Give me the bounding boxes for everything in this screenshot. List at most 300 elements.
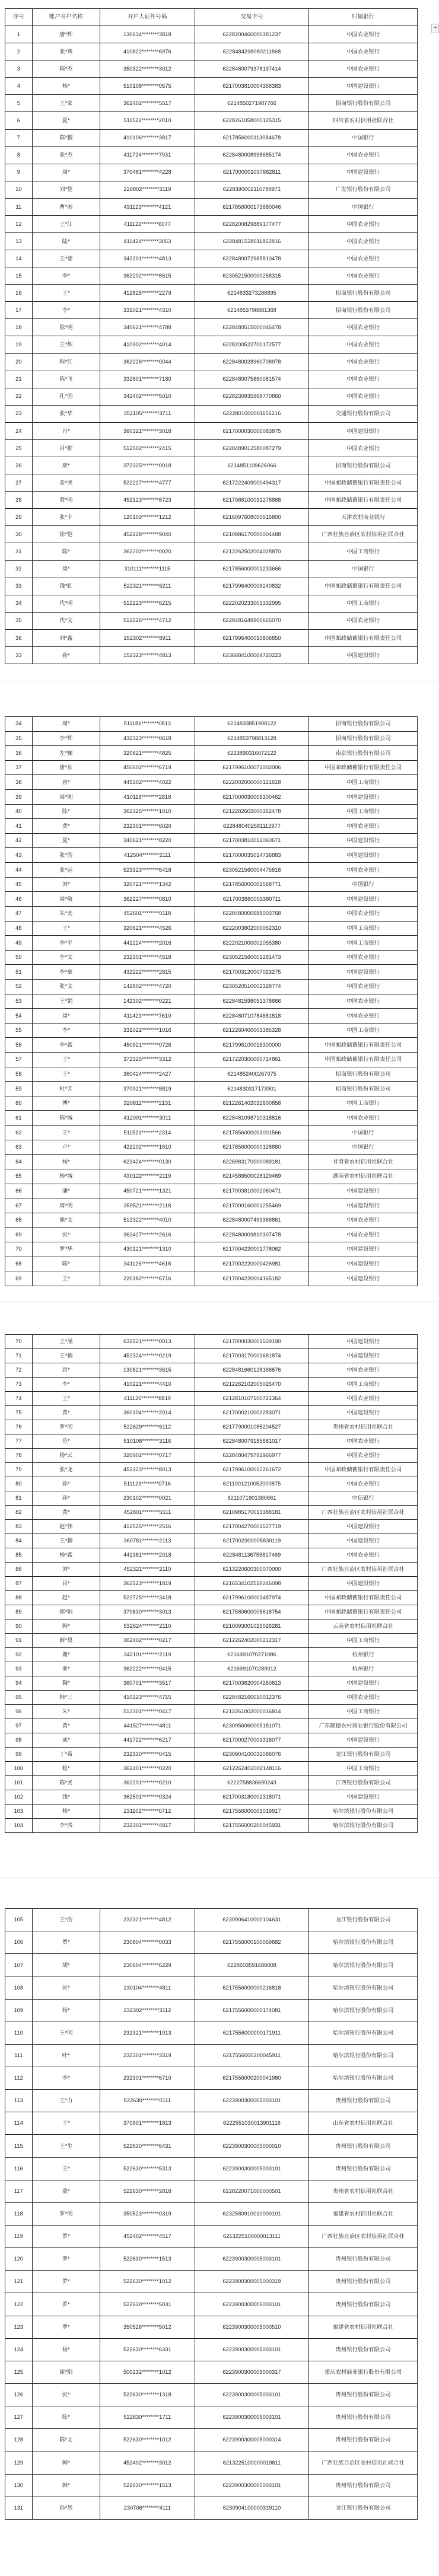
table-row <box>5 2383 418 2406</box>
card-cell: 6217003180002318071 <box>195 1790 309 1805</box>
seq-cell: 3 <box>5 60 33 78</box>
card-cell: 6212262402000212317 <box>195 1634 309 1648</box>
bank-cell: 南京银行股份有限公司 <box>309 746 418 761</box>
card-cell: 6216097608000515800 <box>195 509 309 526</box>
id-cell: 522629********6112 <box>100 1420 195 1434</box>
name-cell: 周* <box>32 1009 100 1024</box>
name-cell: 秦* <box>32 1662 100 1676</box>
id-cell: 232301********6710 <box>100 2067 195 2089</box>
seq-cell: 26 <box>5 457 33 474</box>
name-cell: 刘* <box>32 877 100 892</box>
seq-cell: 75 <box>5 1406 33 1420</box>
bank-cell: 甘肃省农村信用社联合社 <box>309 1155 418 1169</box>
seq-cell: 121 <box>5 2271 33 2293</box>
bank-cell: 交通银行股份有限公司 <box>309 405 418 422</box>
seq-cell: 114 <box>5 2112 33 2135</box>
name-cell: 李* <box>32 1378 100 1392</box>
card-cell: 6217556000000174081 <box>195 1999 309 2022</box>
id-cell: 231102********0712 <box>100 1805 195 1819</box>
bank-cell: 中国建设银行 <box>309 646 418 664</box>
card-cell: 6228481649900665070 <box>195 612 309 629</box>
bank-cell: 中国农业银行 <box>309 146 418 164</box>
id-cell: 412825********2279 <box>100 285 195 302</box>
card-cell: 6217996100012261672 <box>195 1463 309 1477</box>
id-cell: 522630********1012 <box>100 2271 195 2293</box>
table-row <box>5 2429 418 2451</box>
card-cell: 6212261402032600858 <box>195 1096 309 1111</box>
name-cell: 李* <box>32 302 100 319</box>
table-row <box>5 731 418 746</box>
bank-cell: 中国工商银行 <box>309 936 418 951</box>
name-cell: 胡* <box>32 1954 100 1976</box>
bank-cell: 中国工商银行 <box>309 921 418 936</box>
name-cell: 周*明 <box>32 1198 100 1213</box>
bank-cell: 贵州银行股份有限公司 <box>309 2429 418 2451</box>
name-cell: 薛*晨 <box>32 1634 100 1648</box>
table-row <box>5 2022 418 2044</box>
card-cell: 6217790001085204527 <box>195 1420 309 1434</box>
id-cell: 230804********0033 <box>100 1931 195 1954</box>
bank-cell: 龙江银行股份有限公司 <box>309 1748 418 1762</box>
bank-cell: 中国工商银行 <box>309 1023 418 1038</box>
card-cell: 6228482160010012376 <box>195 1691 309 1705</box>
id-cell: 441527********4811 <box>100 1719 195 1733</box>
name-cell: 夏* <box>32 833 100 848</box>
bank-cell: 福建省农村信用社联合社 <box>309 2316 418 2338</box>
id-cell: 362202********0020 <box>100 543 195 560</box>
seq-cell: 27 <box>5 474 33 492</box>
card-cell: 6222002000000121618 <box>195 775 309 790</box>
id-cell: 510108********3116 <box>100 1434 195 1449</box>
table-row <box>5 2044 418 2067</box>
table-row <box>5 994 418 1009</box>
table-row <box>5 1228 418 1242</box>
id-cell: 220182********6716 <box>100 1271 195 1286</box>
bank-cell: 中国农业银行 <box>309 250 418 267</box>
name-cell: 王* <box>32 2157 100 2180</box>
seq-cell: 111 <box>5 2044 33 2067</box>
card-cell: 6217856000001233666 <box>195 560 309 578</box>
bank-cell: 中国工商银行 <box>309 1378 418 1392</box>
id-cell: 522630********0111 <box>100 2090 195 2112</box>
table-row <box>5 1819 418 1833</box>
card-cell: 6213220600300070000 <box>195 1563 309 1577</box>
id-cell: 350523********0319 <box>100 2202 195 2225</box>
table-row <box>5 819 418 834</box>
id-cell: 410118********2818 <box>100 790 195 805</box>
card-cell: 6217556000000216818 <box>195 1976 309 1999</box>
seq-cell: 29 <box>5 509 33 526</box>
seq-cell: 68 <box>5 1257 33 1271</box>
table-row <box>5 1790 418 1805</box>
table-row <box>5 1619 418 1634</box>
table-row <box>5 422 418 439</box>
seq-cell: 16 <box>5 285 33 302</box>
card-cell: 6217003170003681874 <box>195 1349 309 1363</box>
card-cell: 6228481660128168676 <box>195 1363 309 1378</box>
name-cell: 唐* <box>32 775 100 790</box>
name-cell: 孙* <box>32 1491 100 1506</box>
table-row <box>5 1520 418 1534</box>
id-cell: 452228********9040 <box>100 526 195 543</box>
bank-cell: 广西壮族自治区农村信用社联合社 <box>309 2225 418 2247</box>
bank-cell: 中国银行 <box>309 129 418 146</box>
id-cell: 370481********4228 <box>100 164 195 181</box>
seq-cell: 44 <box>5 863 33 878</box>
name-cell: 黄* <box>32 1719 100 1733</box>
plus-icon[interactable]: + <box>431 24 439 33</box>
name-cell: 张* <box>32 1228 100 1242</box>
account-table <box>5 716 418 1286</box>
seq-cell: 76 <box>5 1420 33 1434</box>
card-cell: 6214586500028129469 <box>195 1169 309 1184</box>
name-cell: 肖* <box>32 422 100 439</box>
bank-cell: 中国邮政储蓄银行有限责任公司 <box>309 578 418 595</box>
table-row <box>5 560 418 578</box>
name-cell: 夏* <box>32 112 100 129</box>
table-row <box>5 1999 418 2022</box>
id-cell: 362325********1010 <box>100 804 195 819</box>
card-cell: 6217000160001255469 <box>195 1198 309 1213</box>
card-cell: 6228480075860081574 <box>195 371 309 388</box>
id-cell: 372325********3312 <box>100 1053 195 1067</box>
name-cell: 王* <box>32 921 100 936</box>
bank-cell: 中国建设银行 <box>309 790 418 805</box>
seq-cell: 61 <box>5 1111 33 1126</box>
seq-cell: 68 <box>5 1213 33 1228</box>
seq-cell: 7 <box>5 129 33 146</box>
seq-cell: 1 <box>5 26 33 43</box>
seq-cell: 104 <box>5 1819 33 1833</box>
bank-cell: 中国建设银行 <box>309 848 418 863</box>
name-cell: 李*豪 <box>32 965 100 980</box>
id-cell: 452323********8013 <box>100 1463 195 1477</box>
seq-cell: 129 <box>5 2451 33 2474</box>
name-cell: 吕*彬 <box>32 439 100 457</box>
bank-cell: 中国农业银行 <box>309 336 418 353</box>
card-cell: 6228481136759817469 <box>195 1548 309 1563</box>
seq-cell: 43 <box>5 848 33 863</box>
name-cell: 贾* <box>32 1931 100 1954</box>
table-row <box>5 717 418 732</box>
header-name: 账户开户名称 <box>32 9 100 26</box>
table-row <box>5 353 418 371</box>
bank-cell: 广发银行股份有限公司 <box>309 181 418 198</box>
card-cell: 6222801000001156216 <box>195 405 309 422</box>
table-row <box>5 181 418 198</box>
id-cell: 230604********6229 <box>100 1954 195 1976</box>
seq-cell: 97 <box>5 1719 33 1733</box>
bank-cell: 哈尔滨银行股份有限公司 <box>309 1819 418 1833</box>
card-cell: 6217003810004358383 <box>195 78 309 95</box>
seq-cell: 32 <box>5 560 33 578</box>
name-cell: 张*浩 <box>32 848 100 863</box>
table-row <box>5 1349 418 1363</box>
name-cell: 王*涵 <box>32 1335 100 1349</box>
id-cell: 320621********4526 <box>100 921 195 936</box>
table-row <box>5 1449 418 1463</box>
table-row <box>5 2361 418 2383</box>
table-row <box>5 1719 418 1733</box>
seq-cell: 102 <box>5 1790 33 1805</box>
id-cell: 342402********5010 <box>100 388 195 405</box>
seq-cell: 122 <box>5 2293 33 2316</box>
account-table <box>5 1908 418 2520</box>
bank-cell: 中国农业银行 <box>309 1691 418 1705</box>
table-row <box>5 1053 418 1067</box>
id-cell: 632521********0013 <box>100 1335 195 1349</box>
seq-cell: 96 <box>5 1705 33 1719</box>
name-cell: 黄*明 <box>32 492 100 509</box>
card-cell: 6214851109626066 <box>195 457 309 474</box>
table-row <box>5 1213 418 1228</box>
name-cell: 罗*明 <box>32 2202 100 2225</box>
table-row <box>5 2497 418 2519</box>
id-cell: 350322********3012 <box>100 60 195 78</box>
seq-cell: 15 <box>5 267 33 285</box>
table-row <box>5 2180 418 2202</box>
id-cell: 622424********0130 <box>100 1155 195 1169</box>
table-row <box>5 198 418 215</box>
card-cell: 6217000030000083875 <box>195 422 309 439</box>
table-row <box>5 302 418 319</box>
bank-cell: 中国农业银行 <box>309 267 418 285</box>
table-row <box>5 1420 418 1434</box>
card-cell: 6212262402002148116 <box>195 1762 309 1776</box>
card-cell: 6228390002110788971 <box>195 181 309 198</box>
bank-cell: 中国工商银行 <box>309 1096 418 1111</box>
table-row <box>5 26 418 43</box>
seq-cell: 58 <box>5 1067 33 1082</box>
card-cell: 6228484298080211868 <box>195 43 309 60</box>
table-row <box>5 1111 418 1126</box>
card-cell: 6228480515000046478 <box>195 319 309 336</box>
table-row <box>5 492 418 509</box>
card-cell: 6216534102519246098 <box>195 1577 309 1591</box>
table-header <box>5 9 418 26</box>
name-cell: 王* <box>32 1271 100 1286</box>
seq-cell: 11 <box>5 198 33 215</box>
name-cell: 王* <box>32 1126 100 1140</box>
id-cell: 362401********0220 <box>100 1762 195 1776</box>
bank-cell: 中国邮政储蓄银行有限责任公司 <box>309 492 418 509</box>
id-cell: 431123********4121 <box>100 198 195 215</box>
card-cell: 6217002220000426981 <box>195 1257 309 1271</box>
id-cell: 331021********4310 <box>100 302 195 319</box>
name-cell: 张*华 <box>32 405 100 422</box>
id-cell: 512226********4712 <box>100 612 195 629</box>
card-cell: 6214852400267075 <box>195 1067 309 1082</box>
table-row <box>5 2225 418 2247</box>
card-cell: 6214853798881368 <box>195 302 309 319</box>
name-cell: 王*江 <box>32 215 100 232</box>
bank-cell: 中国建设银行 <box>309 1242 418 1257</box>
seq-cell: 92 <box>5 1648 33 1662</box>
table-row <box>5 1491 418 1506</box>
id-cell: 360701********3517 <box>100 1676 195 1691</box>
card-cell: 6217556000100059682 <box>195 1931 309 1954</box>
table-row <box>5 1126 418 1140</box>
name-cell: 熊*文 <box>32 1213 100 1228</box>
seq-cell: 65 <box>5 1169 33 1184</box>
seq-cell: 78 <box>5 1449 33 1463</box>
bank-cell: 杭州银行 <box>309 1648 418 1662</box>
seq-cell: 34 <box>5 717 33 732</box>
card-cell: 6223900300005000314 <box>195 2429 309 2451</box>
card-cell: 6222758836690243 <box>195 1776 309 1790</box>
table-row <box>5 439 418 457</box>
table-row <box>5 578 418 595</box>
bank-cell: 中国农业银行 <box>309 612 418 629</box>
seq-cell: 19 <box>5 336 33 353</box>
bank-cell: 中国建设银行 <box>309 1406 418 1420</box>
name-cell: 黄* <box>32 1506 100 1520</box>
card-cell: 6214833851908122 <box>195 717 309 732</box>
table-row <box>5 1548 418 1563</box>
bank-cell: 中国银行 <box>309 1126 418 1140</box>
card-cell: 6223900300005003101 <box>195 2090 309 2112</box>
table-row <box>5 848 418 863</box>
bank-cell: 贵州银行股份有限公司 <box>309 2090 418 2112</box>
id-cell: 532624********2110 <box>100 1619 195 1634</box>
name-cell: 王*楠 <box>32 1349 100 1363</box>
card-cell: 6228480009810307478 <box>195 1228 309 1242</box>
seq-cell: 24 <box>5 422 33 439</box>
table-row <box>5 1082 418 1096</box>
id-cell: 230102********0021 <box>100 1491 195 1506</box>
id-cell: 320621********4825 <box>100 746 195 761</box>
seq-cell: 55 <box>5 1023 33 1038</box>
seq-cell: 35 <box>5 731 33 746</box>
seq-cell: 87 <box>5 1577 33 1591</box>
bank-cell: 中国农业银行 <box>309 215 418 232</box>
bank-cell: 龙江银行股份有限公司 <box>309 1909 418 1931</box>
bank-cell: 中国农业银行 <box>309 1363 418 1378</box>
table-row <box>5 2293 418 2316</box>
card-cell: 6217003120007023275 <box>195 965 309 980</box>
card-cell: 6226983170000089181 <box>195 1155 309 1169</box>
seq-cell: 9 <box>5 164 33 181</box>
card-cell: 6217004220004165182 <box>195 1271 309 1286</box>
name-cell: 张*运 <box>32 863 100 878</box>
id-cell: 452801********5511 <box>100 1506 195 1520</box>
id-cell: 232302********3112 <box>100 1999 195 2022</box>
name-cell: 王*家 <box>32 95 100 112</box>
id-cell: 512223********6215 <box>100 595 195 612</box>
name-cell: 吕* <box>32 1577 100 1591</box>
id-cell: 452123********8723 <box>100 492 195 509</box>
table-row <box>5 950 418 965</box>
bank-cell: 贵州银行股份有限公司 <box>309 2406 418 2429</box>
seq-cell: 50 <box>5 950 33 965</box>
name-cell: 王*浩 <box>32 1909 100 1931</box>
table-row <box>5 1976 418 1999</box>
id-cell: 232301********4817 <box>100 1819 195 1833</box>
table-row <box>5 2248 418 2271</box>
seq-cell: 33 <box>5 578 33 595</box>
seq-cell: 46 <box>5 892 33 907</box>
name-cell: 罗* <box>32 2248 100 2271</box>
table-row <box>5 1363 418 1378</box>
seq-cell: 5 <box>5 95 33 112</box>
seq-cell: 4 <box>5 78 33 95</box>
name-cell: 郑*阳 <box>32 1605 100 1619</box>
seq-cell: 110 <box>5 2022 33 2044</box>
id-cell: 411724********7931 <box>100 146 195 164</box>
name-cell: 王* <box>32 1392 100 1406</box>
id-cell: 452402********3012 <box>100 2451 195 2474</box>
table-row <box>5 1563 418 1577</box>
id-cell: 362523********1819 <box>100 1577 195 1591</box>
card-cell: 6222020233003332995 <box>195 595 309 612</box>
seq-cell: 113 <box>5 2090 33 2112</box>
table-row <box>5 457 418 474</box>
name-cell: 赵* <box>32 1591 100 1605</box>
card-cell: 6217996400010806850 <box>195 629 309 646</box>
name-cell: 陈* <box>32 804 100 819</box>
table-row <box>5 1406 418 1420</box>
seq-cell: 34 <box>5 595 33 612</box>
name-cell: 孙* <box>32 646 100 664</box>
card-cell: 6223890316072122 <box>195 746 309 761</box>
bank-cell: 中国农业银行 <box>309 1228 418 1242</box>
card-cell: 6223900300005003101 <box>195 2293 309 2316</box>
card-cell: 6217856000000128880 <box>195 1140 309 1155</box>
card-cell: 6217222409000494317 <box>195 474 309 492</box>
id-cell: 232301********3319 <box>100 2044 195 2067</box>
name-cell: 张*丰 <box>32 509 100 526</box>
bank-cell: 中国农业银行 <box>309 60 418 78</box>
name-cell: 谢* <box>32 1648 100 1662</box>
table-row <box>5 2090 418 2112</box>
name-cell: 刘* <box>32 1563 100 1577</box>
name-cell: 成* <box>32 1733 100 1748</box>
table-row <box>5 543 418 560</box>
id-cell: 522630********1318 <box>100 2383 195 2406</box>
table-row <box>5 1577 418 1591</box>
bank-cell: 中国农业银行 <box>309 979 418 994</box>
seq-cell: 35 <box>5 612 33 629</box>
name-cell: 蒙* <box>32 2180 100 2202</box>
id-cell: 432323********0618 <box>100 731 195 746</box>
seq-cell: 2 <box>5 43 33 60</box>
name-cell: 康* <box>32 457 100 474</box>
bank-cell: 重庆农村商业银行股份有限公司 <box>309 2361 418 2383</box>
card-cell: 6228200829889177477 <box>195 215 309 232</box>
table-row <box>5 646 418 664</box>
bank-cell: 广西壮族自治区农村信用社联合社 <box>309 1506 418 1520</box>
table-row <box>5 979 418 994</box>
name-cell: 屈*阳 <box>32 2361 100 2383</box>
table-row <box>5 43 418 60</box>
card-cell: 6210093001025026281 <box>195 1619 309 1634</box>
table-row <box>5 2338 418 2361</box>
table-row <box>5 892 418 907</box>
bank-cell: 招商银行股份有限公司 <box>309 1082 418 1096</box>
name-cell: 黄* <box>32 819 100 834</box>
bank-cell: 中国建设银行 <box>309 1790 418 1805</box>
bank-cell: 中国农业银行 <box>309 1213 418 1228</box>
table-row <box>5 595 418 612</box>
table-row <box>5 2067 418 2089</box>
bank-cell: 中国邮政储蓄银行有限责任公司 <box>309 1591 418 1605</box>
seq-cell: 20 <box>5 353 33 371</box>
seq-cell: 91 <box>5 1634 33 1648</box>
bank-cell: 贵州省农村信用社联合社 <box>309 1420 418 1434</box>
id-cell: 422202********1610 <box>100 1140 195 1155</box>
bank-cell: 哈尔滨银行股份有限公司 <box>309 1931 418 1954</box>
seq-cell: 36 <box>5 746 33 761</box>
